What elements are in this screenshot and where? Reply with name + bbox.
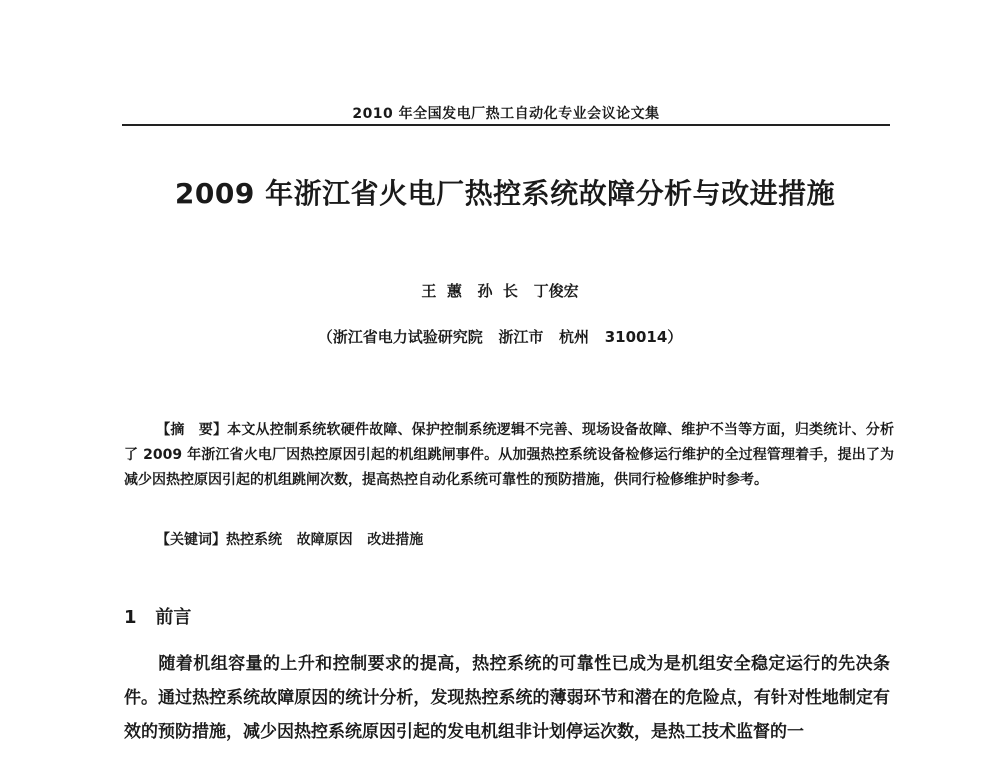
keywords-text: 热控系统 故障原因 改进措施 xyxy=(226,532,424,548)
keywords xyxy=(156,529,896,549)
section-heading: 1 前言 xyxy=(124,607,192,628)
abstract-text: 本文从控制系统软硬件故障、保护控制系统逻辑不完善、现场设备故障、维护不当等方面，归类统计、分析了 2009 年浙江省火电厂因热控原因引起的机组跳闸事件。从加强热控系统设备检修运行维护的全过程管理着手，提出了为减少因热控原因引起的机组跳闸次数，提高热控自动化系统可靠性的预防措施，供同行检修维护时参考。 xyxy=(124,422,894,488)
header-rule xyxy=(122,124,890,126)
affiliation: （浙江省电力试验研究院 浙江市 杭州 310014） xyxy=(317,328,683,346)
abstract xyxy=(124,418,894,493)
abstract-label: 【摘 要】 xyxy=(156,422,228,438)
keywords-label: 【关键词】 xyxy=(156,532,226,548)
running-header: 2010 年全国发电厂热工自动化专业会议论文集 xyxy=(352,106,660,122)
section-body xyxy=(124,647,890,749)
paper-title: 2009 年浙江省火电厂热控系统故障分析与改进措施 xyxy=(174,177,836,210)
section-body-text: 随着机组容量的上升和控制要求的提高，热控系统的可靠性已成为是机组安全稳定运行的先决条件。通过热控系统故障原因的统计分析，发现热控系统的薄弱环节和潜在的危险点，有针对性地制定有效的预防措施，减少因热控系统原因引起的发电机组非计划停运次数，是热工技术监督的一 xyxy=(124,654,890,742)
authors: 王 蕙 孙 长 丁俊宏 xyxy=(421,282,579,300)
